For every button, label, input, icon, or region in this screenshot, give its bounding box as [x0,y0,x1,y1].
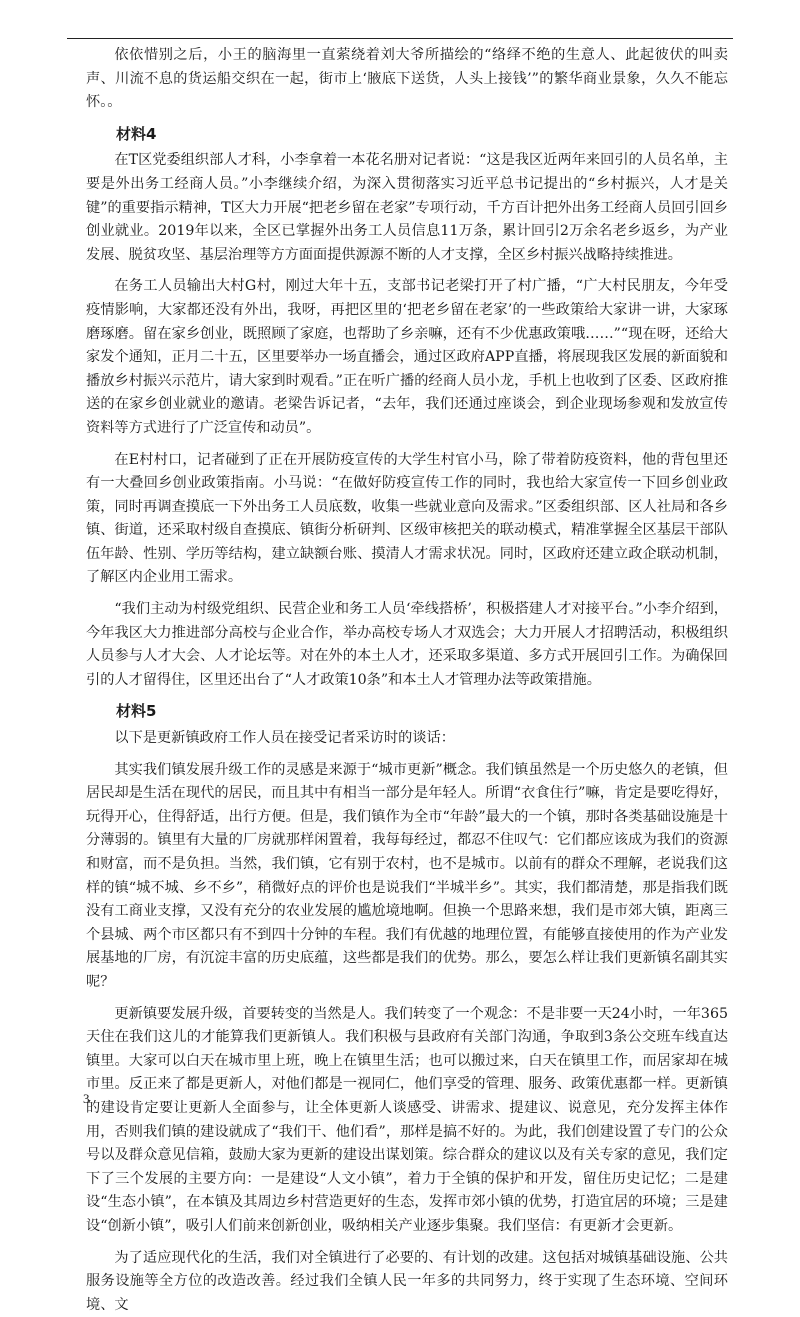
material-5-paragraph: 以下是更新镇政府工作人员在接受记者采访时的谈话： [86,727,728,751]
page-number: 3 [83,1091,90,1107]
material-4-paragraph: 在务工人员输出大村G村，刚过大年十五，支部书记老梁打开了村广播，“广大村民朋友，今年受疫情影响，大家都还没有外出，我呀，再把区里的‘把老乡留在老家’的一些政策给大家讲一讲，大家琢磨琢磨。留在家乡创业，既照顾了家庭，也帮助了乡亲嘛，还有不少优惠政策哦……”“现在呀，还给大家发个通知，正月二十五，区里要举办一场直播会，通过区政府APP直播，将展现我区发展的新面貌和播放乡村振兴示范片，请大家到时观看。”正在听广播的经商人员小龙，手机上也收到了区委、区政府推送的在家乡创业就业的邀请。老梁告诉记者，“去年，我们还通过座谈会，到企业现场参观和发放宣传资料等方式进行了广泛宣传和动员”。 [86,275,728,440]
material-4-heading: 材料4 [86,123,728,147]
material-5-paragraph: 为了适应现代化的生活，我们对全镇进行了必要的、有计划的改建。这包括对城镇基础设施、公共服务设施等全方位的改造改善。经过我们全镇人民一年多的共同努力，终于实现了生态环境、空间环境、文 [86,1247,728,1317]
header-rule [67,38,733,39]
material-5-heading: 材料5 [86,700,728,724]
material-5-paragraph: 其实我们镇发展升级工作的灵感是来源于“城市更新”概念。我们镇虽然是一个历史悠久的老镇，但居民却是生活在现代的居民，而且其中有相当一部分是年轻人。所谓“衣食住行”嘛，肯定是要吃得好，玩得开心，住得舒适，出行方便。但是，我们镇作为全市“年龄”最大的一个镇，那时各类基础设施是十分薄弱的。镇里有大量的厂房就那样闲置着，我每每经过，都忍不住叹气：它们都应该成为我们的资源和财富，而不是负担。当然，我们镇，它有别于农村，也不是城市。以前有的群众不理解，老说我们这样的镇“城不城、乡不乡”，稍微好点的评价也是说我们“半城半乡”。其实，我们都清楚，那是指我们既没有工商业支撑，又没有充分的农业发展的尴尬境地啊。但换一个思路来想，我们是市郊大镇，距离三个县城、两个市区都只有不到四十分钟的车程。我们有优越的地理位置，有能够直接使用的作为产业发展基地的厂房，有沉淀丰富的历史底蕴，这些都是我们的优势。那么，要怎么样让我们更新镇名副其实呢？ [86,759,728,995]
material-4-paragraph: 在T区党委组织部人才科，小李拿着一本花名册对记者说：“这是我区近两年来回引的人员名单，主要是外出务工经商人员。”小李继续介绍，为深入贯彻落实习近平总书记提出的“乡村振兴，人才是关键”的重要指示精神，T区大力开展“把老乡留在老家”专项行动，千方百计把外出务工经商人员回引回乡创业就业。2019年以来，全区已掌握外出务工人员信息11万条，累计回引2万余名老乡返乡，为产业发展、脱贫攻坚、基层治理等方方面面提供源源不断的人才支撑，全区乡村振兴战略持续推进。 [86,149,728,267]
material-4-paragraph: “我们主动为村级党组织、民营企业和务工人员‘牵线搭桥’，积极搭建人才对接平台。”小李介绍到，今年我区大力推进部分高校与企业合作，举办高校专场人才双选会；大力开展人才招聘活动，积极组织人员参与人才大会、人才论坛等。对在外的本土人才，还采取多渠道、多方式开展回引工作。为确保回引的人才留得住，区里还出台了“人才政策10条”和本土人才管理办法等政策措施。 [86,598,728,692]
material-4-paragraph: 在E村村口，记者碰到了正在开展防疫宣传的大学生村官小马，除了带着防疫资料，他的背包里还有一大叠回乡创业政策指南。小马说：“在做好防疫宣传工作的同时，我也给大家宣传一下回乡创业政策，同时再调查摸底一下外出务工人员底数，收集一些就业意向及需求。”区委组织部、区人社局和各乡镇、街道，还采取村级自查摸底、镇街分析研判、区级审核把关的联动模式，精准掌握全区基层干部队伍年龄、性别、学历等结构，建立缺额台账、摸清人才需求状况。同时，区政府还建立政企联动机制，了解区内企业用工需求。 [86,449,728,591]
intro-paragraph: 依依惜别之后，小王的脑海里一直萦绕着刘大爷所描绘的“络绎不绝的生意人、此起彼伏的叫卖声、川流不息的货运船交织在一起，街市上‘腋底下送货，人头上接钱’”的繁华商业景象，久久不能忘怀。。 [86,44,728,115]
material-5-paragraph: 更新镇要发展升级，首要转变的当然是人。我们转变了一个观念：不是非要一天24小时，一年365天住在我们这儿的才能算我们更新镇人。我们积极与县政府有关部门沟通，争取到3条公交班车线直达镇里。大家可以白天在城市里上班，晚上在镇里生活；也可以搬过来，白天在镇里工作，而居家却在城市里。反正来了都是更新人，对他们都是一视同仁，他们享受的管理、服务、政策优惠都一样。更新镇的建设肯定要让更新人全面参与，让全体更新人谈感受、讲需求、提建议、说意见，充分发挥主体作用，否则我们镇的建设就成了“我们干、他们看”，那样是搞不好的。为此，我们创建设置了专门的公众号以及群众意见信箱，鼓励大家为更新的建设出谋划策。综合群众的建议以及有关专家的意见，我们定下了三个发展的主要方向：一是建设“人文小镇”，着力于全镇的保护和开发，留住历史记忆；二是建设“生态小镇”，在本镇及其周边乡村营造更好的生态，发挥市郊小镇的优势，打造宜居的环境；三是建设“创新小镇”，吸引人们前来创新创业，吸纳相关产业逐步集聚。我们坚信：有更新才会更新。 [86,1003,728,1239]
document-body [86,44,728,1317]
